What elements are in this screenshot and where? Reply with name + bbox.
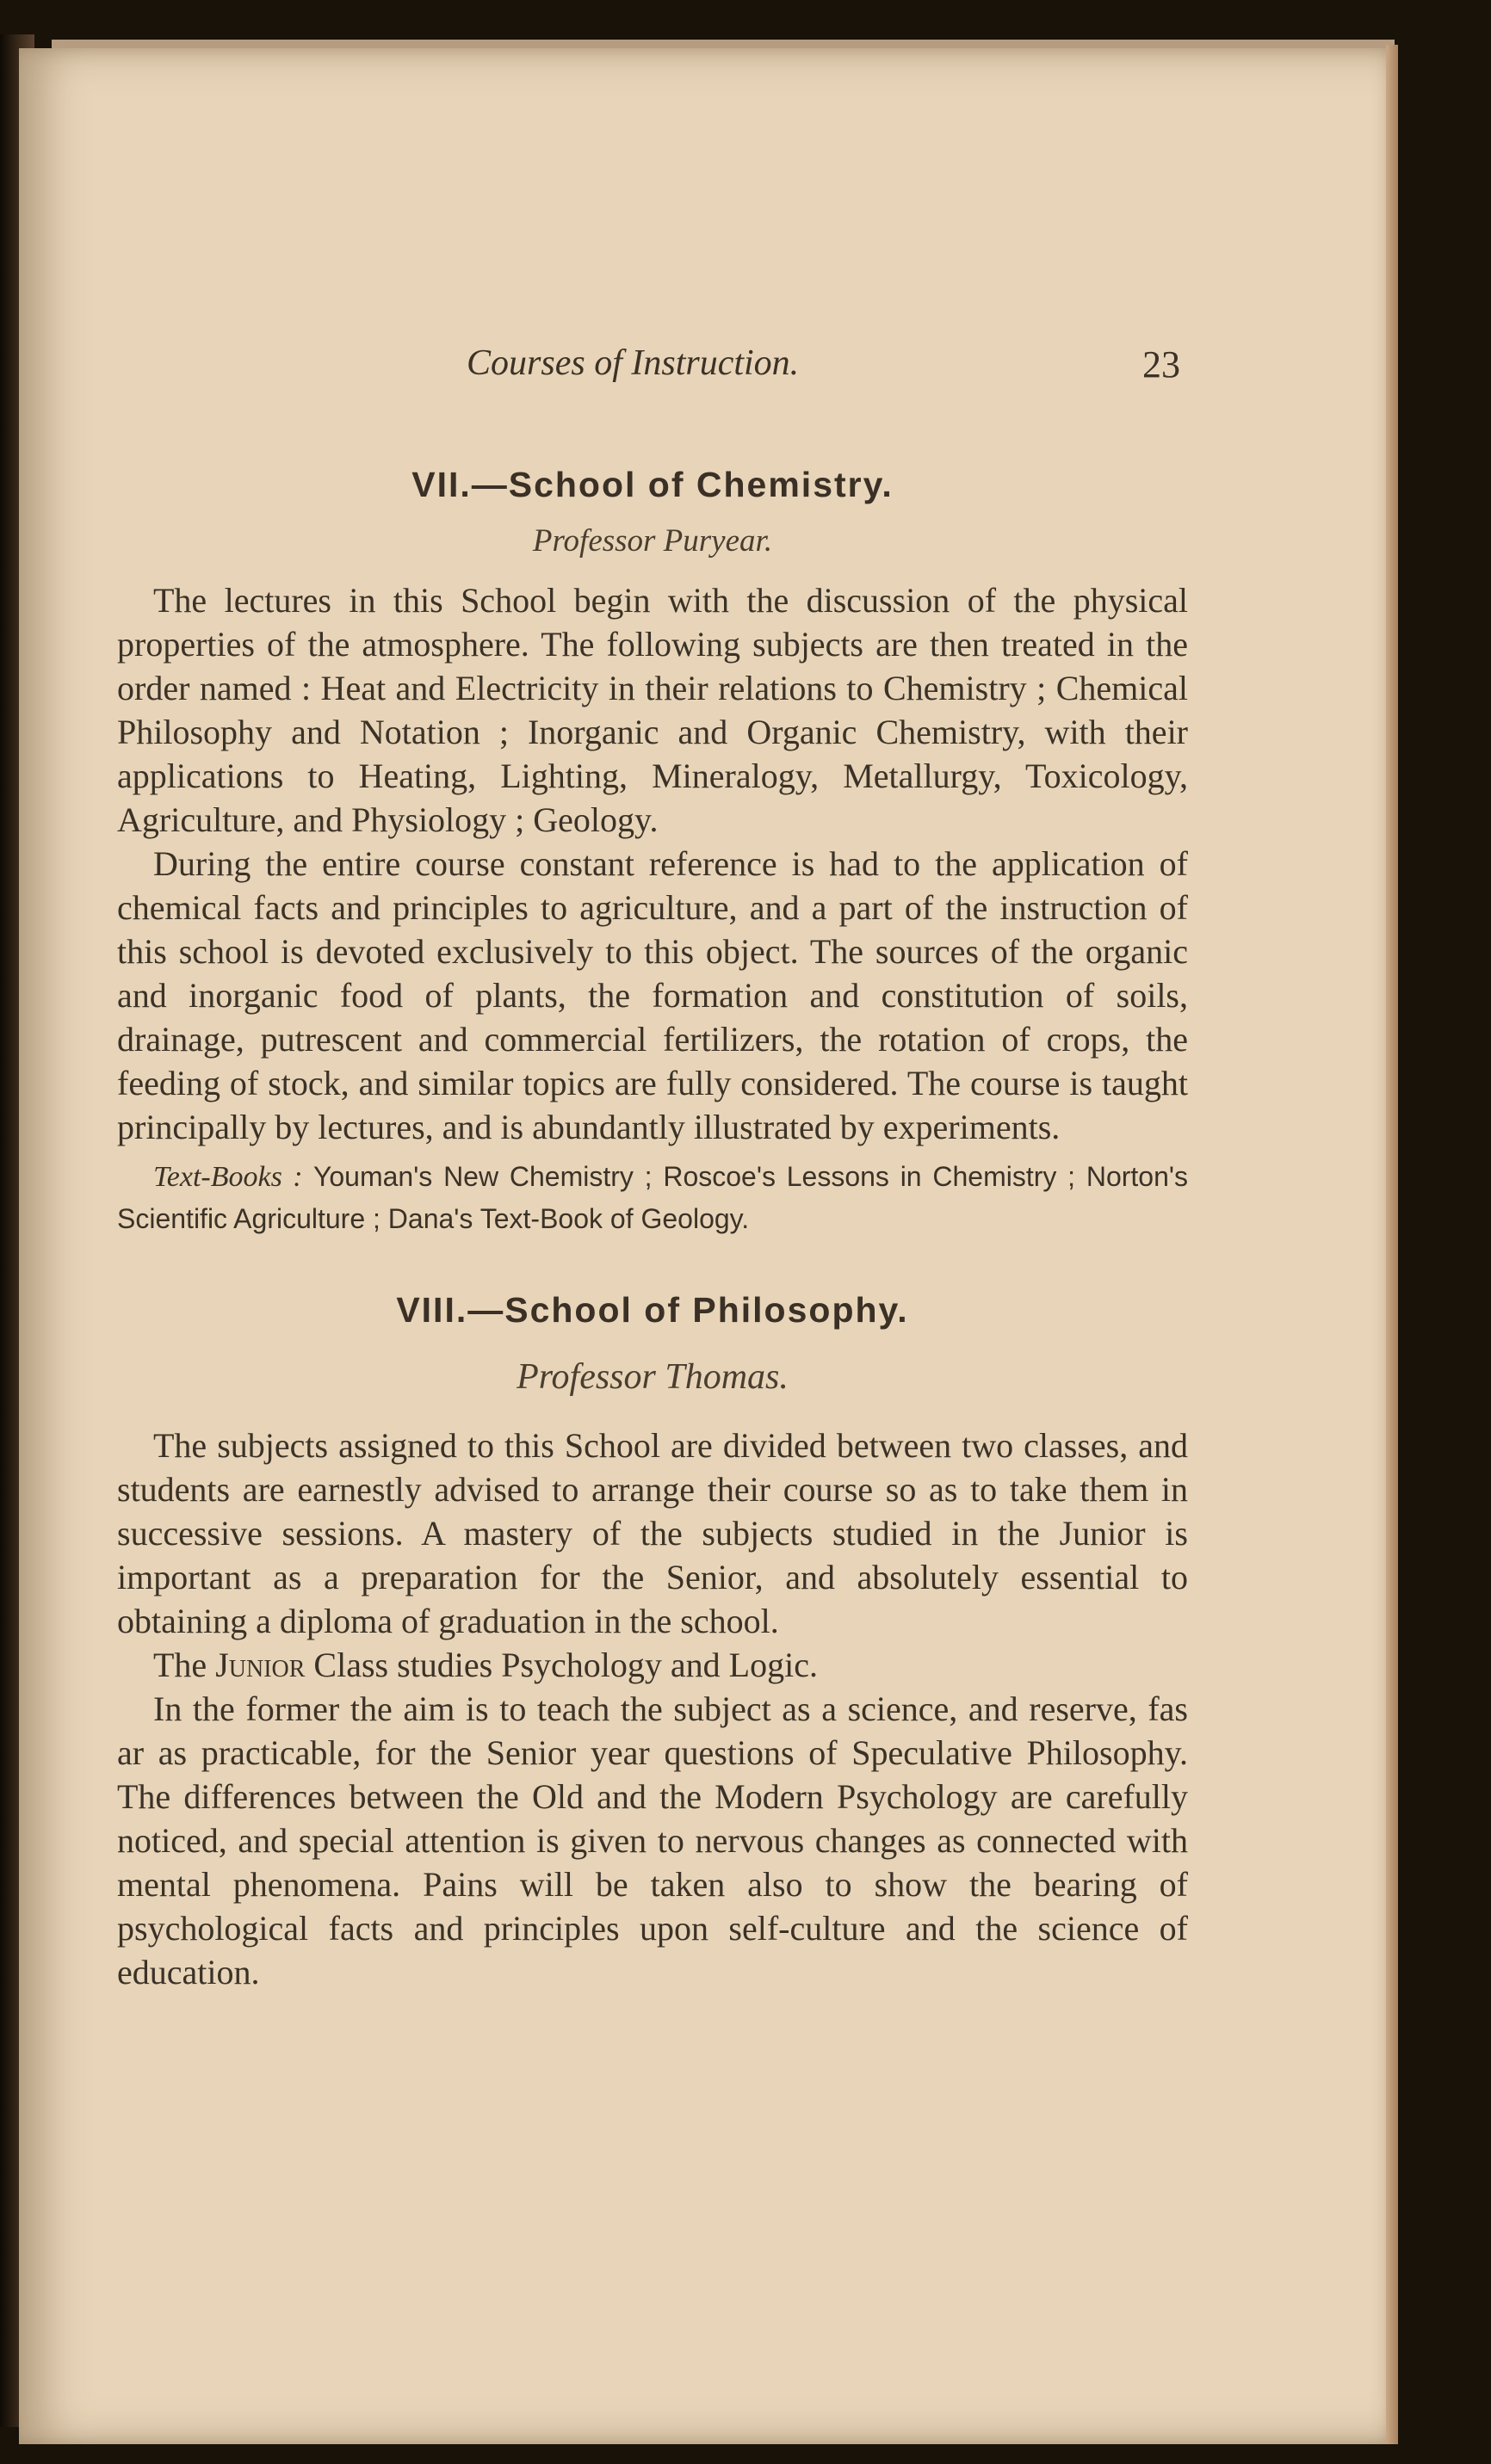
textbooks-label: Text-Books : xyxy=(153,1161,303,1193)
section-school-of-chemistry xyxy=(117,465,1188,1240)
body-paragraph: During the entire course constant reference is had to the application of chemical facts and principles to agriculture, and a part of the instruction of this school is devoted exclusively to this object. The sources of the organic and inorganic food of plants, the formation and constitution of soils, drainage, putrescent and commercial fertilizers, the rotation of crops, the feeding of stock, and similar topics are fully considered. The course is taught principally by lectures, and is abundantly illustrated by experiments. xyxy=(117,844,1188,1146)
professor-name: Professor Puryear. xyxy=(532,523,773,559)
body-paragraph: In the former the aim is to teach the subject as a science, and reserve, fas ar as practicable, for the Senior year questions of Speculative Philosophy. The differences between the Old and the Modern Psychology are carefully noticed, and special attention is given to nervous changes as connected with mental phenomena. Pains will be taken also to show the bearing of psychological facts and principles upon self-culture and the science of education. xyxy=(117,1689,1188,1992)
section-school-of-philosophy xyxy=(117,1290,1188,1994)
body-paragraph: The lectures in this School begin with the discussion of the physical properties of the atmosphere. The following subjects are then treated in the order named : Heat and Electricity in their relations to Chemistry ; Chemical Philosophy and Notation ; Inorganic and Organic Chemistry, with their applications to Heating, Lighting, Mineralogy, Metallurgy, Toxicology, Agriculture, and Physiology ; Geology. xyxy=(117,581,1188,839)
page-number: 23 xyxy=(1142,343,1180,386)
body-paragraph: The subjects assigned to this School are divided between two classes, and students are earnestly advised to arrange their course so as to take them in successive sessions. A mastery of the subjects studied in the Junior is important as a preparation for the Senior, and absolutely essential to obtaining a diploma of graduation in the school. xyxy=(117,1426,1188,1640)
textbooks-list: Youman's New Chemistry ; Roscoe's Lessons in Chemistry ; Norton's Scientific Agriculture ; Dana's Text-Book of Geology. xyxy=(117,1161,1189,1234)
page-content xyxy=(117,465,1188,1994)
section-heading: VIII.—School of Philosophy. xyxy=(396,1290,909,1330)
junior-prefix: The xyxy=(153,1646,207,1684)
junior-word: Junior xyxy=(215,1646,306,1684)
junior-class-line xyxy=(117,1643,1188,1687)
running-header xyxy=(19,343,1395,394)
section-heading: VII.—School of Chemistry. xyxy=(411,465,894,504)
professor-name: Professor Thomas. xyxy=(517,1357,789,1397)
page-right-edge xyxy=(1386,45,1398,2444)
textbooks-line xyxy=(117,1156,1188,1240)
book-page xyxy=(19,48,1395,2444)
junior-rest: Class studies Psychology and Logic. xyxy=(313,1646,818,1684)
running-title: Courses of Instruction. xyxy=(467,343,800,383)
